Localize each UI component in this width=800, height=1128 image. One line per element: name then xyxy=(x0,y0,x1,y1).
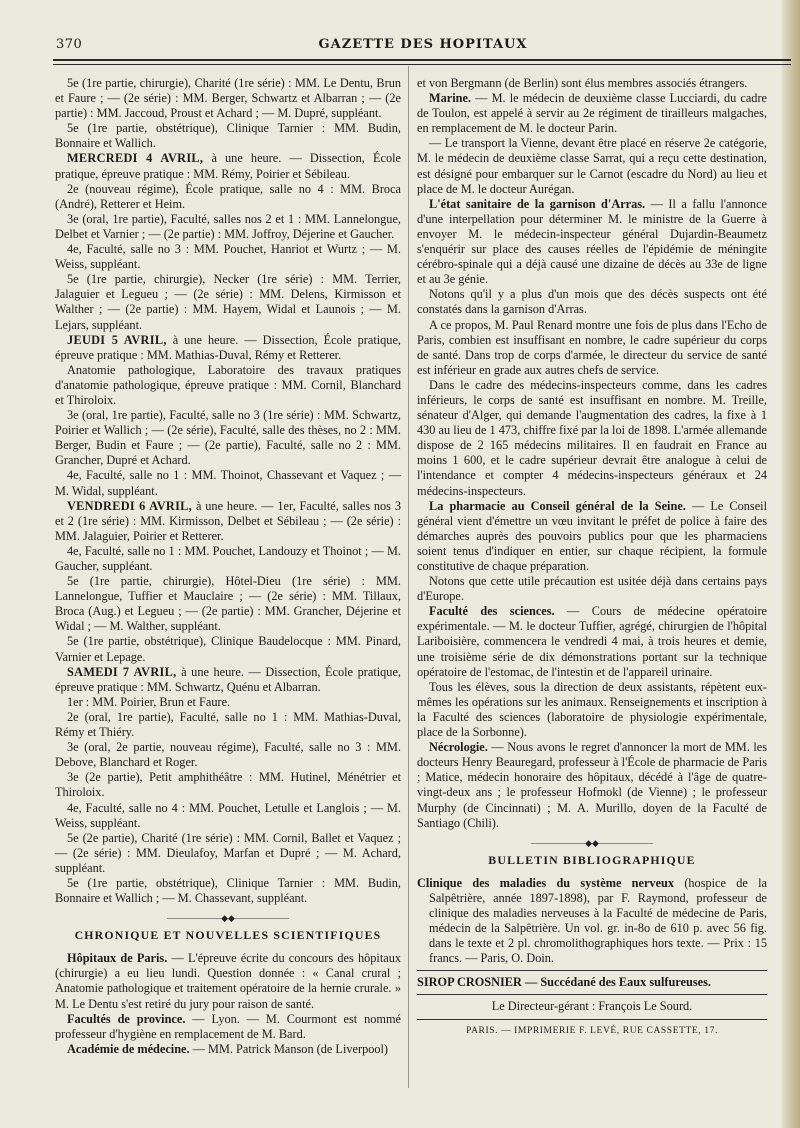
separator-rule xyxy=(417,994,767,995)
paragraph: Notons qu'il y a plus d'un mois que des décès suspects ont été constatés dans la garnison d'Arras. xyxy=(417,287,767,317)
paragraph-text: — L'épreuve écrite du concours des hôpitaux (chirurgie) a eu lieu lundi. Question donnée : « Canal crural ; Anatomie pathologique et traitement opératoire de la hernie crurale. » M. Le Dentu s'est retiré du jury pour raison de santé. xyxy=(55,951,401,1011)
section-heading: CHRONIQUE ET NOUVELLES SCIENTIFIQUES xyxy=(74,928,382,943)
paragraph: Anatomie pathologique, Laboratoire des travaux pratiques d'anatomie pathologique, épreuve pratique : MM. Cornil, Blanchard et Thiroloix. xyxy=(55,362,401,407)
paragraph: Tous les élèves, sous la direction de deux assistants, répètent eux-mêmes les opérations sur les animaux. Renseignements et inscription à la Faculté des sciences (laboratoire de physiologie expérimentale, place de la Sorbonne). xyxy=(417,679,767,740)
advertisement: SIROP CROSNIER — Succédané des Eaux sulfureuses. xyxy=(417,975,711,990)
item-heading: Académie de médecine. xyxy=(67,1041,190,1056)
paragraph-text: — M. le médecin de deuxième classe Lucciardi, du cadre de Toulon, est appelé à servir au 2e régiment de tirailleurs malgaches, en remplacement de M. le docteur Parin. xyxy=(417,91,768,136)
paragraph: 5e (1re partie, obstétrique), Clinique Baudelocque : MM. Pinard, Varnier et Lepage. xyxy=(55,634,401,664)
date-heading: MERCREDI 4 AVRIL, xyxy=(67,151,204,166)
paragraph: 3e (oral, 2e partie, nouveau régime), Faculté, salle no 3 : MM. Debove, Blanchard et Roger. xyxy=(55,740,401,770)
paragraph: 4e, Faculté, salle no 1 : MM. Pouchet, Landouzy et Thoinot ; — M. Gaucher, suppléant. xyxy=(55,543,401,573)
paragraph xyxy=(417,604,767,679)
paragraph-text: — Nous avons le regret d'annoncer la mort de MM. les docteurs Henry Beauregard, professeur à l'École de pharmacie de Paris ; Matice, médecin honoraire des hôpitaux, décédé à l'âge de quatre-vingt-deux ans ; le professeur Hofmokl (de Vienne) ; le professeur Murphy (de Cincinnati) ; M. A. Murillo, doyen de la Faculté de Santiago (Chili). xyxy=(417,740,767,830)
header-rule-thin xyxy=(53,64,791,65)
paragraph: 5e (1re partie, chirurgie), Hôtel-Dieu (1re série) : MM. Lannelongue, Tuffier et Mauclaire ; — (2e série) : MM. Tillaux, Broca (Aug.) et Legueu ; — (2e partie) : MM. Grancher, Déjerine et Widal ; — M. Walther, suppléant. xyxy=(55,574,401,634)
paragraph: 4e, Faculté, salle no 1 : MM. Thoinot, Chassevant et Vaquez ; — M. Widal, suppléant. xyxy=(55,468,401,498)
item-heading: Nécrologie. xyxy=(429,740,488,755)
paragraph xyxy=(55,665,401,695)
paragraph: 4e, Faculté, salle no 3 : MM. Pouchet, Hanriot et Wurtz ; — M. Weiss, suppléant. xyxy=(55,242,401,272)
right-column xyxy=(417,76,767,1039)
item-heading: L'état sanitaire de la garnison d'Arras. xyxy=(429,196,646,211)
item-heading: Marine. xyxy=(429,91,472,106)
item-heading: Clinique des maladies du système nerveux xyxy=(417,875,675,890)
paragraph-text: à une heure. — Dissection, École pratique, épreuve pratique : MM. Schwartz, Quénu et Albarran. xyxy=(55,664,401,694)
paragraph: et von Bergmann (de Berlin) sont élus membres associés étrangers. xyxy=(417,76,748,90)
paragraph: 5e (1re partie, obstétrique), Clinique Tarnier : MM. Budin, Bonnaire et Wallich. xyxy=(55,121,401,151)
paragraph xyxy=(55,1042,401,1057)
paragraph: 3e (oral, 1re partie), Faculté, salles nos 2 et 1 : MM. Lannelongue, Delbet et Varnier ; — (2e partie) : MM. Joffroy, Déjerine et Gaucher. xyxy=(55,211,401,241)
journal-title: GAZETTE DES HOPITAUX xyxy=(318,37,528,52)
page-edge xyxy=(782,0,800,1128)
paragraph: — Le transport la Vienne, devant être placé en réserve 2e catégorie, M. le médecin de deuxième classe Sarrat, qui a reçu cette destination, est désigné pour embarquer sur le Carnot (escadre du Nord) au lieu et place de M. le docteur Aurégan. xyxy=(417,136,767,196)
section-ornament: ——————◆◆—————— xyxy=(531,837,653,848)
left-column xyxy=(55,76,401,1057)
paragraph: 4e, Faculté, salle no 4 : MM. Pouchet, Letulle et Langlois ; — M. Weiss, suppléant. xyxy=(55,800,401,830)
date-heading: JEUDI 5 AVRIL, xyxy=(67,332,167,347)
paragraph-text: à une heure. — Dissection, École pratique, épreuve pratique : MM. Rémy, Poirier et Sébileau. xyxy=(55,151,402,181)
paragraph xyxy=(55,951,401,1011)
page-number: 370 xyxy=(56,37,83,52)
paragraph: A ce propos, M. Paul Renard montre une fois de plus dans l'Echo de Paris, combien est insuffisant en nombre, le cadre supérieur du corps de santé. Dans trop de corps d'armée, le directeur du service de santé est inférieur en grade aux autres chefs de service. xyxy=(417,317,767,377)
paragraph xyxy=(55,499,401,544)
separator-rule xyxy=(417,970,767,971)
section-heading: BULLETIN BIBLIOGRAPHIQUE xyxy=(488,852,696,867)
paragraph xyxy=(55,1012,401,1042)
paragraph-text: à une heure. — 1er, Faculté, salles nos 3 et 2 (1re série) : MM. Kirmisson, Delbet et Sébileau ; — (2e série) : MM. Jalaguier, Poirier et Retterer. xyxy=(55,498,401,543)
paragraph: 3e (oral, 1re partie), Faculté, salle no 3 (1re série) : MM. Schwartz, Poirier et Wallich ; — (2e série), Faculté, salle des thèses, no 2 : MM. Berger, Budin et Faure ; — (2e partie), Faculté, salle no 2 : MM. Grancher, Dupré et Achard. xyxy=(55,408,401,468)
director-line: Le Directeur-gérant : François Le Sourd. xyxy=(491,999,693,1014)
paragraph: 1er : MM. Poirier, Brun et Faure. xyxy=(67,694,231,709)
paragraph-text: à une heure. — Dissection, École pratique, épreuve pratique : MM. Mathias-Duval, Rémy et Retterer. xyxy=(55,332,401,362)
paragraph-text: — Il a fallu l'annonce d'une interpellation pour déterminer M. le ministre de la Guerre à envoyer M. le médecin-inspecteur général Dujardin-Beaumetz s'enquérir sur place des causes réelles de l'épidémie de méningite cérébro-spinale qui a déjà causé une dizaine de décès au 33e de ligne et au 3e génie. xyxy=(417,196,767,287)
paragraph: 3e (2e partie), Petit amphithéâtre : MM. Hutinel, Ménétrier et Thiroloix. xyxy=(55,770,401,800)
date-heading: VENDREDI 6 AVRIL, xyxy=(67,498,193,513)
paragraph xyxy=(417,499,767,574)
page-header xyxy=(53,33,793,57)
paragraph: Dans le cadre des médecins-inspecteurs comme, dans les cadres inférieurs, le corps de santé est insuffisant en nombre. M. Treille, sénateur d'Alger, qui demande l'augmentation des cadres, la fixe à 1 430 au lieu de 1 473, chiffre fixé par la loi de 1898. L'armée allemande dispose de 2 165 médecins militaires. Il en faudrait en France au moins 1 600, et le cadre supérieur devrait être analogue à celui de l'intendance et compter 4 médecins-inspecteurs généraux et 24 médecins-inspecteurs. xyxy=(417,377,767,498)
printer-line: PARIS. — IMPRIMERIE F. LEVÉ, RUE CASSETTE, 17. xyxy=(466,1025,718,1036)
item-heading: Faculté des sciences. xyxy=(429,604,555,619)
item-heading: La pharmacie au Conseil général de la Seine. xyxy=(429,498,686,513)
item-heading: Facultés de province. xyxy=(67,1011,186,1026)
paragraph-text: — Lyon. — M. Courmont est nommé professeur d'hygiène en remplacement de M. Bard. xyxy=(55,1011,401,1041)
separator-rule xyxy=(417,1019,767,1020)
column-divider xyxy=(408,66,409,1088)
paragraph: Notons que cette utile précaution est usitée déjà dans certains pays d'Europe. xyxy=(417,574,767,604)
paragraph: 5e (2e partie), Charité (1re série) : MM. Cornil, Ballet et Vaquez ; — (2e série) : MM. Dieulafoy, Marfan et Dupré ; — M. Achard, suppléant. xyxy=(55,830,401,875)
paragraph xyxy=(417,740,767,831)
date-heading: SAMEDI 7 AVRIL, xyxy=(67,664,177,679)
paragraph-text: — Cours de médecine opératoire expérimentale. — M. le docteur Tuffier, agrégé, chirurgien de l'hôpital Lariboisière, commencera le vendredi 4 mai, à trois heures et demie, une troisième série de dix démonstrations portant sur la technique opératoire de l'estomac, de l'intestin et de l'appareil urinaire. xyxy=(417,604,767,679)
paragraph-text: (hospice de la Salpêtrière, année 1897-1898), par F. Raymond, professeur de clinique des maladies nerveuses à la Faculté de médecine de Paris, médecin de la Salpêtrière. Un vol. gr. in-8o de 610 p. avec 56 fig. dans le texte et 2 pl. chromolithographiques hors texte. — Prix : 15 francs. — Paris, O. Doin. xyxy=(429,875,768,966)
section-ornament: ——————◆◆—————— xyxy=(167,913,289,924)
paragraph: 5e (1re partie, chirurgie), Necker (1re série) : MM. Terrier, Jalaguier et Legueu ; — (2e série) : MM. Delens, Kirmisson et Walther ; — (2e partie) : MM. Hayem, Widal et Launois ; — M. Lejars, suppléant. xyxy=(55,272,401,332)
paragraph-text: — Le Conseil général vient d'émettre un vœu invitant le préfet de police à faire des démarches auprès des pouvoirs publics pour que les pharmaciens soient tenus d'indiquer en entier, sur chaque récipient, la formule constitutive de chaque préparation. xyxy=(417,498,768,573)
item-heading: Hôpitaux de Paris. xyxy=(67,951,168,966)
paragraph: 2e (oral, 1re partie), Faculté, salle no 1 : MM. Mathias-Duval, Rémy et Thiéry. xyxy=(55,709,401,740)
paragraph xyxy=(417,91,767,136)
paragraph xyxy=(417,876,767,967)
paragraph: 2e (nouveau régime), École pratique, salle no 4 : MM. Broca (André), Retterer et Heim. xyxy=(55,181,401,211)
header-rule-thick xyxy=(53,59,791,61)
paragraph xyxy=(55,151,401,181)
paragraph xyxy=(55,333,401,363)
paragraph-text: — MM. Patrick Manson (de Liverpool) xyxy=(192,1041,389,1056)
paragraph: 5e (1re partie, obstétrique), Clinique Tarnier : MM. Budin, Bonnaire et Wallich ; — M. Chassevant, suppléant. xyxy=(55,875,401,906)
paragraph: 5e (1re partie, chirurgie), Charité (1re série) : MM. Le Dentu, Brun et Faure ; — (2e série) : MM. Berger, Schwartz et Albarran ; — (2e partie) : MM. Jaccoud, Proust et Achard ; — M. Dupré, suppléant. xyxy=(55,76,401,121)
paragraph xyxy=(417,197,767,288)
